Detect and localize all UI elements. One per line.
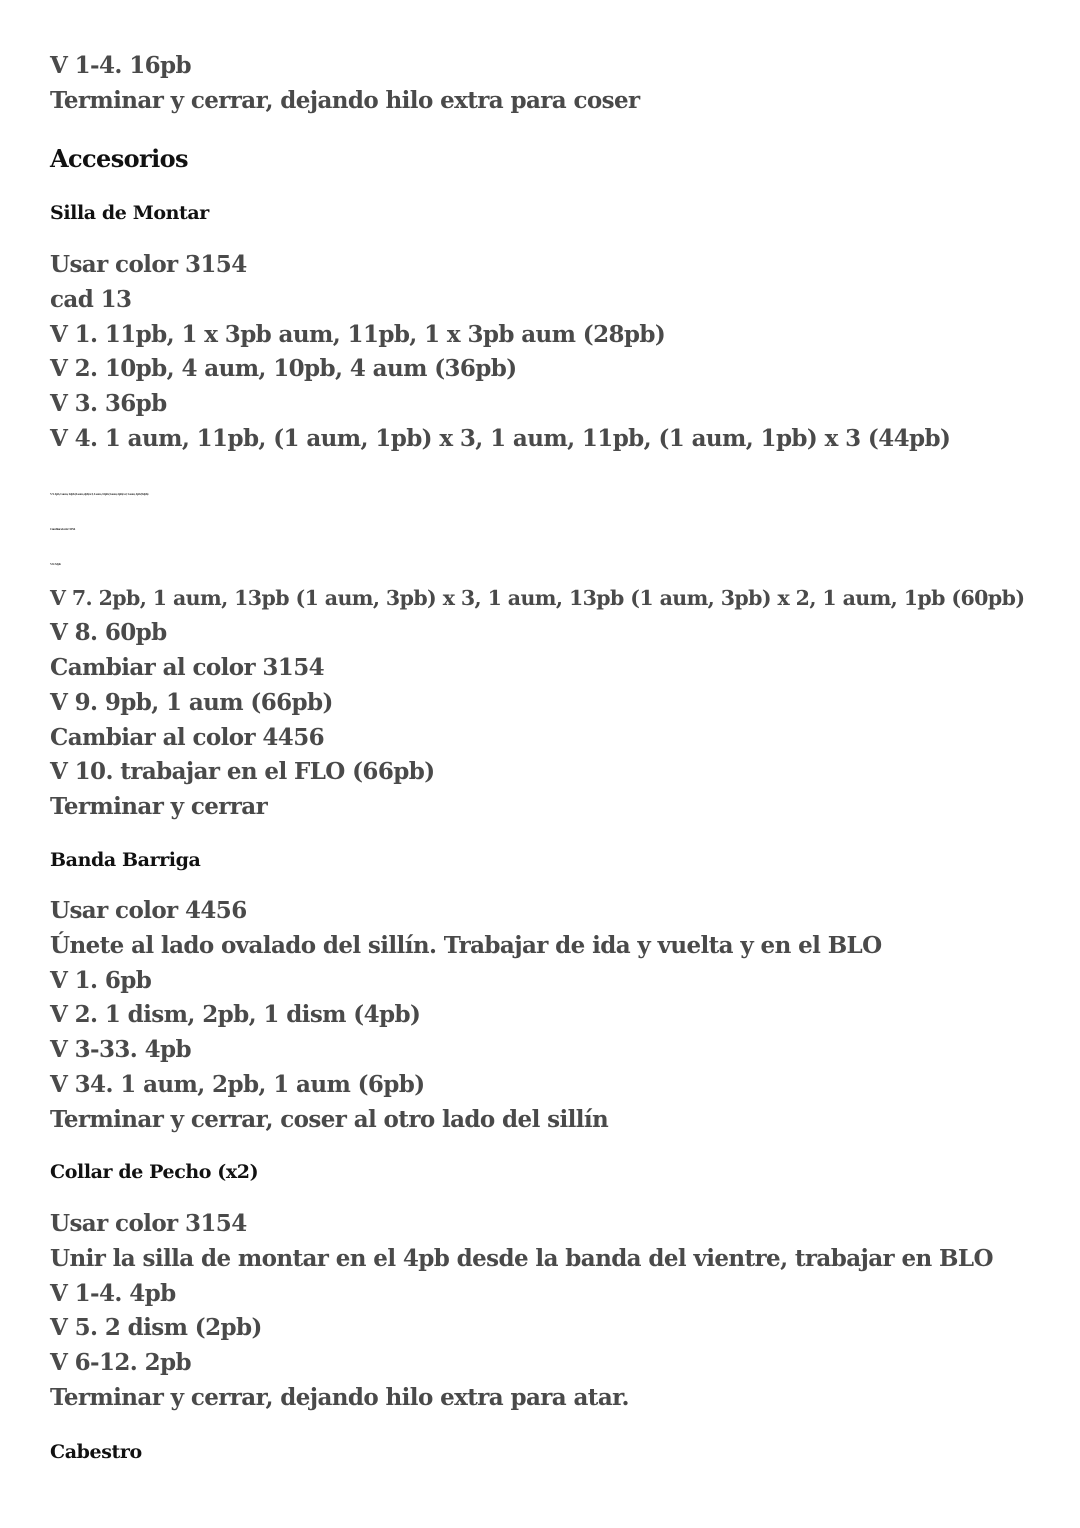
text-line: V 6-12. 2pb bbox=[50, 1349, 191, 1377]
text-line: V 8. 60pb bbox=[50, 619, 167, 647]
text-line: V 1. 6pb bbox=[50, 966, 152, 994]
text-line: Unir la silla de montar en el 4pb desde la banda del vientre, trabajar en BLO bbox=[50, 1244, 993, 1272]
text-line: Usar color 4456 bbox=[50, 897, 247, 924]
text-line: V 5. 1pb, 1 aum, 12pb (1 aum, 2pb) x 3, 1 aum, 12pb (1 aum, 2pb) x 2, 1 aum, 1pb (52pb) bbox=[50, 492, 149, 496]
text-line: V 1-4. 16pb bbox=[50, 52, 191, 79]
text-line: Usar color 3154 bbox=[50, 251, 247, 278]
text-line: Cambiar al color 3154 bbox=[50, 653, 325, 681]
text-line: V 5. 2 dism (2pb) bbox=[50, 1314, 262, 1342]
text-line: Cambiar al color 4456 bbox=[50, 723, 325, 751]
subsection-title: Banda Barriga bbox=[50, 849, 201, 871]
text-line: Cambiar al color 3154 bbox=[50, 526, 75, 531]
subsection-title: Collar de Pecho (x2) bbox=[50, 1161, 259, 1183]
text-line: V 2. 10pb, 4 aum, 10pb, 4 aum (36pb) bbox=[50, 355, 517, 383]
intro-block bbox=[50, 49, 640, 119]
text-line: Terminar y cerrar, dejando hilo extra para atar. bbox=[50, 1383, 629, 1411]
text-line: V 10. trabajar en el FLO (66pb) bbox=[50, 758, 435, 786]
text-line: V 1. 11pb, 1 x 3pb aum, 11pb, 1 x 3pb aum (28pb) bbox=[50, 320, 666, 348]
text-line: Terminar y cerrar, coser al otro lado del sillín bbox=[50, 1105, 609, 1133]
text-line: V 2. 1 dism, 2pb, 1 dism (4pb) bbox=[50, 1001, 421, 1029]
instruction-block bbox=[50, 248, 950, 457]
instruction-block bbox=[50, 894, 882, 1138]
text-line: cad 13 bbox=[50, 285, 132, 313]
text-line: V 7. 2pb, 1 aum, 13pb (1 aum, 3pb) x 3, 1 aum, 13pb (1 aum, 3pb) x 2, 1 aum, 1pb (60pb) bbox=[50, 586, 1025, 611]
text-line: Usar color 3154 bbox=[50, 1210, 247, 1237]
text-line: V 3. 36pb bbox=[50, 390, 167, 418]
text-line: V 6. 52pb bbox=[50, 561, 61, 566]
text-line: V 34. 1 aum, 2pb, 1 aum (6pb) bbox=[50, 1070, 425, 1098]
section-heading: Accesorios bbox=[50, 144, 188, 173]
subsection-title: Cabestro bbox=[50, 1441, 142, 1463]
text-line: V 3-33. 4pb bbox=[50, 1036, 191, 1064]
text-line: V 9. 9pb, 1 aum (66pb) bbox=[50, 688, 333, 716]
text-line: Terminar y cerrar, dejando hilo extra para coser bbox=[50, 86, 640, 114]
instruction-block bbox=[50, 1207, 993, 1416]
subsection-title: Silla de Montar bbox=[50, 202, 209, 224]
instruction-block bbox=[50, 477, 1024, 825]
text-line: V 4. 1 aum, 11pb, (1 aum, 1pb) x 3, 1 aum, 11pb, (1 aum, 1pb) x 3 (44pb) bbox=[50, 424, 951, 452]
text-line: Únete al lado ovalado del sillín. Trabajar de ida y vuelta y en el BLO bbox=[50, 931, 882, 959]
text-line: V 1-4. 4pb bbox=[50, 1279, 176, 1307]
text-line: Terminar y cerrar bbox=[50, 793, 268, 821]
